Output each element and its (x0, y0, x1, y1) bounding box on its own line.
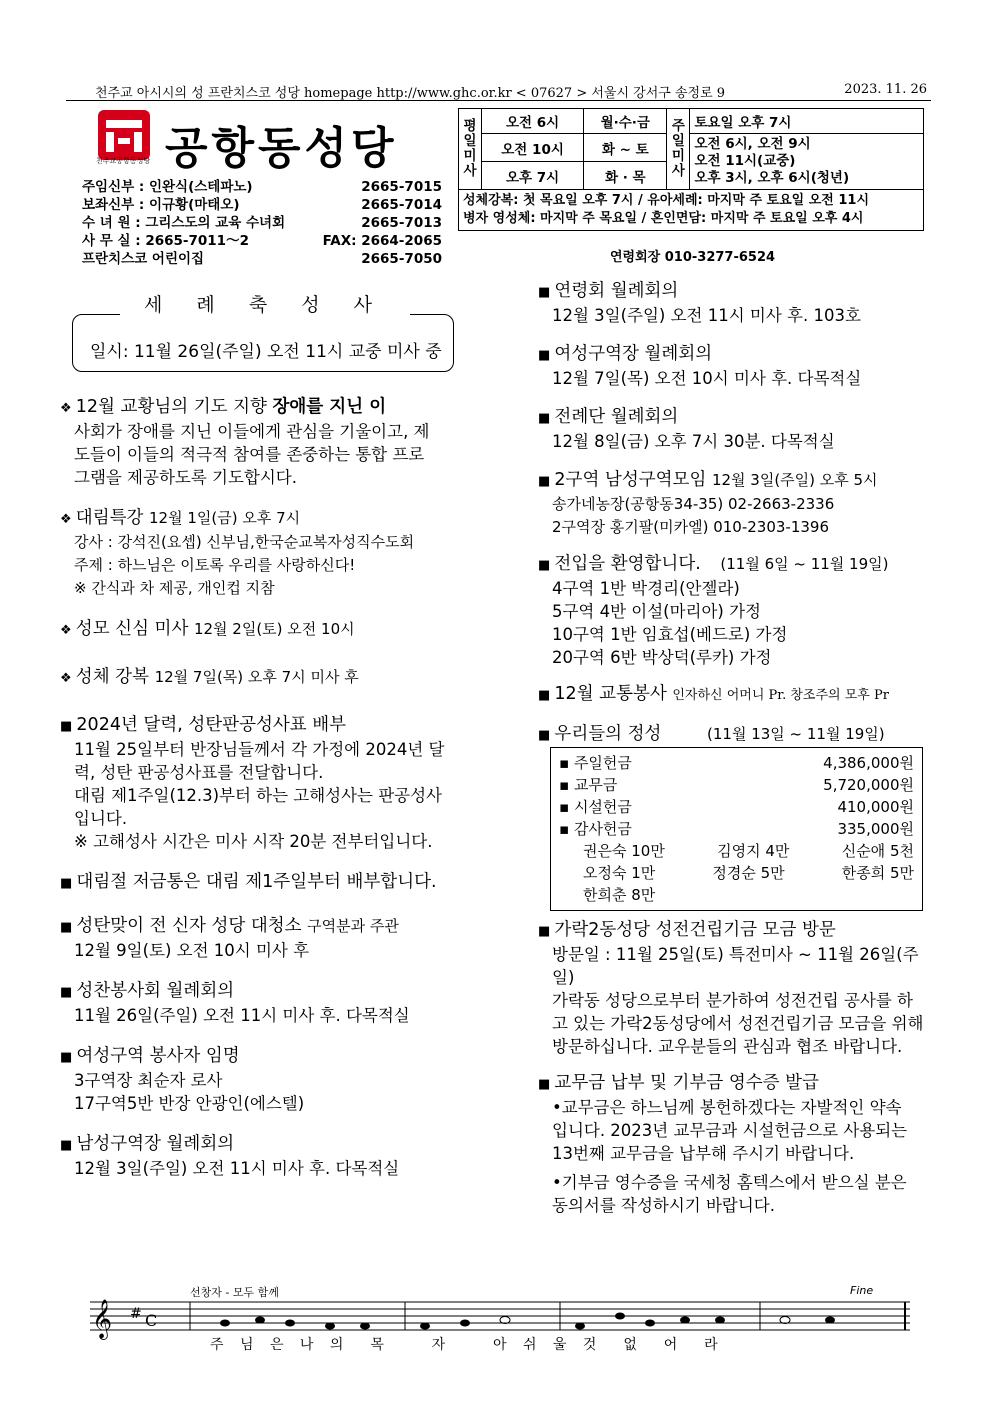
offering-row (559, 796, 914, 818)
staff-label: 사 무 실 : 2665-7011～2 (82, 233, 249, 249)
mass-time: 오후 7시 (482, 162, 584, 190)
notice-line: 방문일 : 11월 25일(토) 특전미사 ~ 11월 26일(주일) (552, 945, 919, 987)
offering-name-text: 주일헌금 (573, 754, 632, 772)
notice-funeral (538, 280, 938, 327)
notice-line: 11월 25일부터 반장님들께서 각 가정에 2024년 달 (74, 740, 445, 759)
notice-heading-extra: 12월 1일(금) 오후 7시 (149, 509, 301, 527)
staff-label: 보좌신부 : 이규황(마태오) (82, 197, 240, 213)
notice-heading: 성체 강복 (75, 667, 149, 687)
staff-phone: FAX: 2664-2065 (322, 233, 442, 249)
offering-amount: 335,000원 (837, 820, 914, 838)
offering-row (559, 752, 914, 774)
notice-line: 입니다. 2023년 교무금과 시설헌금으로 사용되는 (552, 1121, 908, 1140)
notice-heading: 대림특강 (75, 508, 144, 528)
sunday-mass-time: 오전 11시(교중) (694, 153, 796, 169)
notice-title: ■ 여성구역장 월례회의 (538, 343, 938, 367)
notice-line: 사회가 장애를 지닌 이들에게 관심을 기울이고, 제 (74, 422, 430, 441)
notice-mary (60, 618, 480, 642)
notice-line: 강사 : 강석진(요셉) 신부님,한국순교복자성직수도회 (74, 533, 415, 551)
mass-time: 오전 6시 (482, 109, 584, 134)
svg-text:𝄞: 𝄞 (92, 1299, 113, 1339)
notice-heading-extra: 인자하신 어머니 Pr. 창조주의 모후 Pr (672, 688, 889, 703)
notice-title: ■ 전례단 월례회의 (538, 406, 938, 430)
notice-line: 고 있는 가락2동성당에서 성전건립기금 모금을 위해 (552, 1014, 924, 1033)
notice-line: 동의서를 작성하시기 바랍니다. (552, 1196, 775, 1215)
header-tagline (95, 82, 927, 101)
staff-phone: 2665-7015 (361, 179, 442, 195)
notice-line: 송가네농장(공항동34-35) 02-2663-2336 (552, 495, 835, 513)
notice-zone2 (538, 469, 938, 539)
offering-row (559, 774, 914, 796)
staff-label: 수 녀 원 : 그리스도의 교육 수녀회 (82, 215, 286, 231)
left-column (60, 396, 480, 1180)
notice-line: •교무금은 하느님께 봉헌하겠다는 자발적인 약속 (552, 1098, 902, 1117)
offering-period: (11월 13일 ~ 11월 19일) (707, 725, 885, 743)
header-divider (66, 100, 931, 101)
sunday-mass-time: 오전 6시, 오전 9시 (694, 136, 811, 152)
staff-phone: 2665-7050 (361, 251, 442, 267)
sunday-mass-time: 토요일 오후 7시 (690, 109, 924, 134)
notice-line: 10구역 1반 임효섭(베드로) 가정 (552, 625, 788, 644)
donor: 정경순 5만 (712, 864, 785, 882)
offering-amount: 410,000원 (837, 798, 914, 816)
notice-line: 11월 26일(주일) 오전 11시 미사 후. 다목적실 (74, 1006, 410, 1025)
logo-caption: 천주교공항동성당 (96, 157, 151, 165)
donor-row (559, 840, 914, 862)
notice-title (60, 915, 480, 939)
offering-name: ▪ 주일헌금 (559, 754, 632, 772)
offering-section (538, 723, 938, 911)
notice-heading: 2구역 남성구역모임 (554, 470, 707, 490)
staff-row (82, 250, 442, 268)
sunday-mass-label: 주일미사 (667, 109, 690, 190)
notice-traffic (538, 683, 938, 707)
donor-row (559, 884, 914, 906)
notice-benediction (60, 666, 480, 690)
notice-heading-extra: 구역분과 주관 (307, 917, 399, 935)
notice-line: 2구역장 홍기팔(미카엘) 010-2303-1396 (552, 518, 829, 536)
notice-heading: 전입을 환영합니다. (554, 554, 701, 574)
notice-choir (60, 980, 480, 1027)
notice-calendar (60, 714, 480, 853)
music-staff (90, 1284, 920, 1360)
notice-title: ■ 대림절 저금통은 대림 제1주일부터 배부합니다. (60, 871, 480, 895)
notice-title: ■ 남성구역장 월례회의 (60, 1133, 480, 1157)
mass-time: 오전 10시 (482, 134, 584, 162)
tagline-text: 천주교 아시시의 성 프란치스코 성당 homepage http://www.ghc.or.kr < 07627 > 서울시 강서구 송정로 9 (95, 86, 726, 101)
notice-lecture (60, 507, 480, 600)
music-fine: Fine (850, 1284, 874, 1297)
baptism-title: 세 례 축 성 사 (120, 290, 410, 317)
offering-row (559, 818, 914, 840)
notice-heading-extra: (11월 6일 ~ 11월 19일) (720, 555, 889, 573)
notice-title (538, 683, 938, 707)
offering-name-text: 시설헌금 (573, 798, 632, 816)
music-lyrics: 주 님 은 나 의 목 자 아 쉬 울 것 없 어 라 (210, 1337, 724, 1353)
sacrament-line: 병자 영성체: 마지막 주 목요일 / 혼인면담: 마지막 주 토요일 오후 4시 (463, 211, 864, 226)
music-cue: 선창자 - 모두 함께 (190, 1286, 279, 1299)
svg-text:#: # (130, 1306, 142, 1322)
notice-title (60, 507, 480, 531)
notice-welcome (538, 553, 938, 669)
offering-amount: 5,720,000원 (823, 776, 914, 794)
sunday-mass-times (690, 134, 924, 190)
offering-name-text: 감사헌금 (573, 820, 632, 838)
notice-line: 3구역장 최순자 로사 (74, 1071, 223, 1090)
notice-line: 17구역5반 반장 안광인(에스텔) (74, 1094, 305, 1113)
notice-line: 주제 : 하느님은 이토록 우리를 사랑하신다! (74, 556, 356, 574)
donor-row (559, 862, 914, 884)
notice-line: 4구역 1반 박경리(안젤라) (552, 579, 740, 598)
sunday-mass-time: 오후 3시, 오후 6시(청년) (694, 170, 850, 186)
notice-line: 12월 7일(목) 오전 10시 미사 후. 다목적실 (552, 369, 862, 388)
offering-name: ▪ 교무금 (559, 776, 618, 794)
notice-heading: 12월 교통봉사 (554, 684, 667, 704)
notice-pope (60, 396, 480, 489)
mass-days: 화 ~ 토 (584, 134, 667, 162)
staff-row (82, 178, 442, 196)
parish-title: 공항동성당 (165, 123, 398, 174)
notice-line: 도들이 이들의 적극적 참여를 존중하는 통합 프로 (74, 445, 425, 464)
notice-line: •기부금 영수증을 국세청 홈텍스에서 받으실 분은 (552, 1173, 907, 1192)
notice-line: 력, 성탄 판공성사표를 전달합니다. (74, 763, 324, 782)
notice-mensmeet (60, 1133, 480, 1180)
notice-heading-extra: 12월 3일(주일) 오후 5시 (711, 471, 878, 489)
notice-altar (538, 406, 938, 453)
notice-line: 12월 3일(주일) 오전 11시 미사 후. 103호 (552, 306, 861, 325)
notice-appoint (60, 1045, 480, 1115)
notice-heading-extra: 장애를 지닌 이 (272, 397, 387, 417)
notice-piggy (60, 871, 480, 895)
notice-heading: 성모 신심 미사 (75, 619, 189, 639)
notice-cleaning (60, 915, 480, 962)
notice-line: 입니다. (74, 809, 128, 828)
weekday-mass-label: 평일미사 (459, 109, 482, 190)
notice-title: ■ 2024년 달력, 성탄판공성사표 배부 (60, 714, 480, 738)
mass-days: 화 · 목 (584, 162, 667, 190)
notice-heading: 성탄맞이 전 신자 성당 대청소 (76, 916, 302, 936)
offering-name-text: 교무금 (573, 776, 618, 794)
svg-text:C: C (145, 1311, 158, 1330)
notice-line: 20구역 6반 박상덕(루카) 가정 (552, 648, 772, 667)
sacrament-line: 성체강복: 첫 목요일 오후 7시 / 유아세례: 마지막 주 토요일 오전 11시 (463, 193, 870, 208)
notice-line: 대림 제1주일(12.3)부터 하는 고해성사는 판공성사 (74, 786, 442, 805)
notice-line: 12월 8일(금) 오후 7시 30분. 다목적실 (552, 432, 835, 451)
offering-name: ▪ 시설헌금 (559, 798, 632, 816)
donor: 신순애 5천 (841, 842, 914, 860)
donor: 한희춘 8만 (583, 886, 656, 904)
donor: 한종희 5만 (841, 864, 914, 882)
offering-box (550, 747, 923, 911)
notice-line: 5구역 4반 이설(마리아) 가정 (552, 602, 761, 621)
notice-title: ■ 가락2동성당 성전건립기금 모금 방문 (538, 919, 938, 943)
donor: 권은숙 10만 (583, 842, 665, 860)
bulletin-date: 2023. 11. 26 (844, 82, 927, 97)
notice-line: ※ 고해성사 시간은 미사 시작 20분 전부터입니다. (74, 832, 433, 851)
notice-garak (538, 919, 938, 1058)
notice-title (60, 396, 480, 420)
notice-line: 12월 9일(토) 오전 10시 미사 후 (74, 941, 310, 960)
notice-women (538, 343, 938, 390)
notice-line: 그램을 제공하도록 기도합시다. (74, 468, 297, 487)
donor: 김영지 4만 (717, 842, 790, 860)
notice-line: ※ 간식과 차 제공, 개인컵 지참 (74, 579, 275, 597)
notice-title: ■ 여성구역 봉사자 임명 (60, 1045, 480, 1069)
baptism-detail: 일시: 11월 26일(주일) 오전 11시 교중 미사 중 (90, 342, 442, 362)
right-column (538, 280, 938, 1217)
sacrament-notes (459, 190, 924, 231)
mass-days: 월·수·금 (584, 109, 667, 134)
staff-row (82, 214, 442, 232)
notice-dues (538, 1072, 938, 1217)
staff-row (82, 196, 442, 214)
staff-label: 주임신부 : 인완식(스테파노) (82, 179, 253, 195)
donor: 오정숙 1만 (583, 864, 656, 882)
staff-phone: 2665-7014 (361, 197, 442, 213)
staff-row (82, 232, 442, 250)
staff-list (82, 178, 442, 268)
notice-title: ■ 성찬봉사회 월례회의 (60, 980, 480, 1004)
council-contact: 연령회장 010-3277-6524 (610, 250, 776, 265)
notice-heading-extra: 12월 2일(토) 오전 10시 (193, 620, 355, 638)
offering-name: ▪ 감사헌금 (559, 820, 632, 838)
notice-title: ■ 교무금 납부 및 기부금 영수증 발급 (538, 1072, 938, 1096)
notice-title (538, 723, 938, 747)
mass-table (458, 108, 924, 231)
staff-label: 프란치스코 어린이집 (82, 251, 205, 267)
notice-title (538, 553, 938, 577)
notice-title (60, 618, 480, 642)
notice-line: 방문하십니다. 교우분들의 관심과 협조 바랍니다. (552, 1037, 903, 1056)
notice-line: 가락동 성당으로부터 분가하여 성전건립 공사를 하 (552, 991, 913, 1010)
notice-title: ■ 연령회 월례회의 (538, 280, 938, 304)
notice-heading-extra: 12월 7일(목) 오후 7시 미사 후 (154, 668, 359, 686)
notice-line: 12월 3일(주일) 오전 11시 미사 후. 다목적실 (74, 1159, 400, 1178)
offering-amount: 4,386,000원 (823, 754, 914, 772)
notice-heading: 12월 교황님의 기도 지향 (75, 397, 267, 417)
staff-phone: 2665-7013 (361, 215, 442, 231)
offering-title: 우리들의 정성 (554, 724, 662, 744)
mass-schedule (458, 108, 924, 231)
notice-title (60, 666, 480, 690)
notice-title (538, 469, 938, 493)
notice-line: 13번째 교무금을 납부해 주시기 바랍니다. (552, 1144, 855, 1163)
